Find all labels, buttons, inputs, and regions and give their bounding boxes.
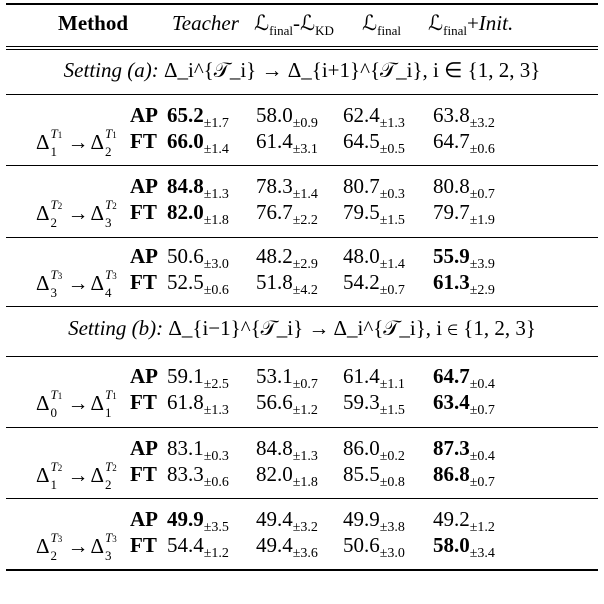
result-cell [167, 535, 229, 561]
result-cell [343, 105, 405, 131]
task-superscript [105, 198, 117, 211]
metric-label: FT [130, 390, 157, 414]
task-symbol: T [50, 197, 58, 212]
stage-subscript: 3 [50, 285, 57, 300]
mean-value: 83.1 [167, 436, 204, 460]
sub-superscript [49, 459, 65, 492]
result-cell [343, 202, 405, 228]
std-value: ±1.3 [292, 449, 318, 464]
task-superscript [50, 388, 62, 401]
mean-value: 49.9 [167, 507, 204, 531]
stage-subscript: 2 [50, 548, 57, 563]
result-cell [167, 272, 229, 298]
result-cell [433, 246, 495, 272]
task-symbol: T [105, 126, 113, 141]
stage-subscript: 2 [105, 477, 112, 492]
task-superscript [50, 531, 62, 544]
mean-value: 64.7 [433, 129, 470, 153]
arrow-icon: → [67, 201, 89, 225]
mean-value: 49.9 [343, 507, 380, 531]
task-symbol: T [105, 197, 113, 212]
std-value: ±1.8 [203, 213, 229, 228]
std-value: ±3.0 [379, 546, 405, 561]
mean-value: 54.4 [167, 533, 204, 557]
result-cell [167, 392, 229, 418]
std-value: ±2.9 [469, 283, 495, 298]
delta-symbol: Δ [90, 130, 104, 154]
std-value: ±3.0 [203, 257, 229, 272]
loss-symbol: ℒ [428, 11, 444, 35]
mean-value: 87.3 [433, 436, 470, 460]
std-value: ±1.4 [379, 257, 405, 272]
task-superscript [105, 268, 117, 281]
loss-subscript: KD [315, 23, 334, 38]
transition-label [35, 126, 120, 159]
result-cell [167, 105, 229, 131]
mean-value: 54.2 [343, 270, 380, 294]
std-value: ±0.6 [203, 283, 229, 298]
std-value: ±3.2 [469, 116, 495, 131]
std-value: ±3.2 [292, 520, 318, 535]
delta-symbol: Δ [90, 271, 104, 295]
mean-value: 82.0 [256, 462, 293, 486]
loss-symbol: ℒ [299, 11, 316, 35]
header-final-minus-kd [254, 13, 334, 37]
arrow-icon: → [67, 463, 89, 487]
metric-label: FT [130, 200, 157, 224]
std-value: ±1.4 [292, 187, 318, 202]
header-rule [6, 46, 598, 47]
std-value: ±0.2 [379, 449, 405, 464]
mean-value: 79.7 [433, 200, 470, 224]
mean-value: 49.4 [256, 507, 293, 531]
sub-superscript [49, 530, 65, 563]
delta-symbol: Δ [35, 534, 50, 558]
task-index: 3 [112, 271, 117, 281]
std-value: ±3.6 [292, 546, 318, 561]
sub-superscript [104, 530, 120, 563]
loss-symbol: ℒ [254, 11, 270, 35]
mean-value: 80.7 [343, 174, 380, 198]
stage-subscript: 1 [50, 144, 57, 159]
mean-value: 49.4 [256, 533, 293, 557]
std-value: ±1.3 [203, 187, 229, 202]
mean-value: 80.8 [433, 174, 470, 198]
mean-value: 50.6 [343, 533, 380, 557]
std-value: ±3.4 [469, 546, 495, 561]
std-value: ±1.4 [203, 142, 229, 157]
std-value: ±0.9 [292, 116, 318, 131]
mean-value: 64.5 [343, 129, 380, 153]
mean-value: 62.4 [343, 103, 380, 127]
std-value: ±2.5 [203, 377, 229, 392]
setting-label: Setting (b): [68, 316, 169, 340]
sub-superscript [49, 387, 65, 420]
sub-superscript [104, 126, 120, 159]
task-superscript [50, 127, 62, 140]
result-cell [167, 438, 229, 464]
setting-rule [6, 94, 598, 95]
arrow-icon: → [67, 130, 89, 154]
loss-subscript: final [443, 23, 467, 38]
loss-symbol: ℒ [362, 11, 378, 35]
sub-superscript [104, 197, 120, 230]
metric-label: FT [130, 533, 157, 557]
std-value: ±0.7 [469, 403, 495, 418]
task-index: 2 [57, 463, 63, 473]
mean-value: 84.8 [256, 436, 293, 460]
task-symbol: T [50, 459, 58, 474]
group-rule [6, 306, 598, 307]
mean-value: 86.8 [433, 462, 470, 486]
setting-caption [0, 318, 604, 339]
std-value: ±0.6 [203, 475, 229, 490]
std-value: ±1.3 [379, 116, 405, 131]
task-index: 3 [112, 534, 117, 544]
std-value: ±1.2 [292, 403, 318, 418]
task-symbol: T [50, 267, 58, 282]
mean-value: 63.4 [433, 390, 470, 414]
sub-superscript [49, 267, 65, 300]
std-value: ±3.8 [379, 520, 405, 535]
bottom-rule [6, 569, 598, 571]
mean-value: 51.8 [256, 270, 293, 294]
result-cell [256, 246, 318, 272]
mean-value: 85.5 [343, 462, 380, 486]
mean-value: 63.8 [433, 103, 470, 127]
stage-subscript: 2 [50, 215, 57, 230]
result-cell [343, 366, 405, 392]
std-value: ±0.4 [469, 449, 495, 464]
delta-symbol: Δ [35, 130, 50, 154]
std-value: ±2.2 [292, 213, 318, 228]
result-cell [256, 272, 318, 298]
std-value: ±0.6 [469, 142, 495, 157]
top-rule [6, 3, 598, 5]
std-value: ±3.5 [203, 520, 229, 535]
mean-value: 61.4 [256, 129, 293, 153]
group-rule [6, 165, 598, 166]
task-symbol: T [50, 387, 58, 402]
std-value: ±1.2 [469, 520, 495, 535]
std-value: ±0.7 [379, 283, 405, 298]
result-cell [167, 202, 229, 228]
result-cell [167, 509, 229, 535]
loss-subscript: final [269, 23, 293, 38]
header-method: Method [58, 11, 128, 35]
result-cell [167, 246, 229, 272]
mean-value: 78.3 [256, 174, 293, 198]
header-rule [6, 49, 598, 50]
result-cell [256, 176, 318, 202]
task-index: 1 [112, 391, 117, 401]
task-index: 2 [112, 463, 117, 473]
metric-label: AP [130, 364, 158, 388]
mean-value: 84.8 [167, 174, 204, 198]
task-symbol: T [105, 267, 113, 282]
stage-subscript: 2 [105, 144, 112, 159]
transition-label [35, 387, 120, 420]
mean-value: 48.0 [343, 244, 380, 268]
task-superscript [105, 127, 117, 140]
sub-superscript [104, 267, 120, 300]
metric-label: FT [130, 129, 157, 153]
setting-caption [0, 60, 604, 81]
result-cell [256, 105, 318, 131]
result-cell [167, 176, 229, 202]
task-index: 1 [112, 130, 117, 140]
result-cell [433, 392, 495, 418]
metric-label: FT [130, 270, 157, 294]
setting-formula: Δ_{i−1}^{𝒯_i} → Δ_i^{𝒯_i}, i ∈ {1, 2, 3} [168, 316, 536, 340]
loss-subscript: final [377, 23, 401, 38]
mean-value: 61.8 [167, 390, 204, 414]
result-cell [343, 509, 405, 535]
std-value: ±2.9 [292, 257, 318, 272]
std-value: ±1.1 [379, 377, 405, 392]
std-value: ±1.7 [203, 116, 229, 131]
mean-value: 65.2 [167, 103, 204, 127]
mean-value: 66.0 [167, 129, 204, 153]
task-index: 3 [57, 271, 63, 281]
mean-value: 59.3 [343, 390, 380, 414]
std-value: ±1.2 [203, 546, 229, 561]
std-value: ±3.1 [292, 142, 318, 157]
result-cell [343, 246, 405, 272]
result-cell [343, 131, 405, 157]
stage-subscript: 0 [50, 405, 57, 420]
std-value: ±1.5 [379, 213, 405, 228]
task-symbol: T [105, 530, 113, 545]
std-value: ±0.3 [203, 449, 229, 464]
mean-value: 86.0 [343, 436, 380, 460]
init-label: Init. [478, 11, 514, 35]
std-value: ±0.7 [292, 377, 318, 392]
std-value: ±1.9 [469, 213, 495, 228]
task-index: 1 [57, 391, 63, 401]
delta-symbol: Δ [90, 534, 104, 558]
mean-value: 82.0 [167, 200, 204, 224]
mean-value: 56.6 [256, 390, 293, 414]
transition-label [35, 530, 120, 563]
mean-value: 49.2 [433, 507, 470, 531]
delta-symbol: Δ [90, 463, 104, 487]
result-cell [433, 131, 495, 157]
result-cell [433, 438, 495, 464]
transition-label [35, 267, 120, 300]
result-cell [256, 509, 318, 535]
result-cell [343, 392, 405, 418]
mean-value: 58.0 [433, 533, 470, 557]
transition-label [35, 197, 120, 230]
header-final-init [428, 13, 513, 37]
mean-value: 50.6 [167, 244, 204, 268]
result-cell [167, 464, 229, 490]
mean-value: 53.1 [256, 364, 293, 388]
result-cell [256, 131, 318, 157]
task-symbol: T [50, 530, 58, 545]
task-index: 1 [57, 130, 63, 140]
result-cell [256, 464, 318, 490]
mean-value: 61.3 [433, 270, 470, 294]
delta-symbol: Δ [90, 391, 104, 415]
mean-value: 61.4 [343, 364, 380, 388]
mean-value: 59.1 [167, 364, 204, 388]
sub-superscript [104, 459, 120, 492]
stage-subscript: 3 [105, 548, 112, 563]
sub-superscript [49, 126, 65, 159]
result-cell [433, 509, 495, 535]
result-cell [433, 366, 495, 392]
group-rule [6, 237, 598, 238]
result-cell [343, 176, 405, 202]
group-rule [6, 498, 598, 499]
result-cell [433, 464, 495, 490]
group-rule [6, 427, 598, 428]
arrow-icon: → [67, 271, 89, 295]
std-value: ±0.5 [379, 142, 405, 157]
task-superscript [50, 198, 62, 211]
mean-value: 48.2 [256, 244, 293, 268]
delta-symbol: Δ [35, 391, 50, 415]
result-cell [343, 438, 405, 464]
result-cell [256, 202, 318, 228]
metric-label: AP [130, 244, 158, 268]
plus: + [466, 11, 479, 35]
task-symbol: T [105, 459, 113, 474]
std-value: ±0.7 [469, 475, 495, 490]
task-index: 3 [57, 534, 63, 544]
delta-symbol: Δ [35, 201, 50, 225]
setting-rule [6, 356, 598, 357]
header-teacher: Teacher [172, 11, 239, 35]
result-cell [167, 131, 229, 157]
std-value: ±0.4 [469, 377, 495, 392]
result-cell [433, 535, 495, 561]
stage-subscript: 1 [105, 405, 112, 420]
header-final [362, 13, 401, 37]
delta-symbol: Δ [35, 271, 50, 295]
stage-subscript: 1 [50, 477, 57, 492]
metric-label: AP [130, 507, 158, 531]
std-value: ±3.9 [469, 257, 495, 272]
result-cell [433, 105, 495, 131]
std-value: ±4.2 [292, 283, 318, 298]
arrow-icon: → [67, 534, 89, 558]
std-value: ±1.8 [292, 475, 318, 490]
stage-subscript: 3 [105, 215, 112, 230]
mean-value: 58.0 [256, 103, 293, 127]
std-value: ±0.7 [469, 187, 495, 202]
result-cell [343, 272, 405, 298]
metric-label: AP [130, 436, 158, 460]
result-cell [433, 272, 495, 298]
std-value: ±1.5 [379, 403, 405, 418]
mean-value: 55.9 [433, 244, 470, 268]
result-cell [343, 535, 405, 561]
result-cell [433, 176, 495, 202]
dash: - [292, 11, 300, 35]
std-value: ±1.3 [203, 403, 229, 418]
metric-label: AP [130, 103, 158, 127]
delta-symbol: Δ [35, 463, 50, 487]
metric-label: AP [130, 174, 158, 198]
task-symbol: T [50, 126, 58, 141]
delta-symbol: Δ [90, 201, 104, 225]
std-value: ±0.8 [379, 475, 405, 490]
result-cell [343, 464, 405, 490]
metric-label: FT [130, 462, 157, 486]
task-superscript [105, 460, 117, 473]
transition-label [35, 459, 120, 492]
result-cell [256, 392, 318, 418]
task-symbol: T [105, 387, 113, 402]
result-cell [256, 438, 318, 464]
sub-superscript [104, 387, 120, 420]
result-cell [256, 366, 318, 392]
setting-formula: Δ_i^{𝒯_i} → Δ_{i+1}^{𝒯_i}, i ∈ {1, 2, 3} [163, 58, 541, 82]
mean-value: 52.5 [167, 270, 204, 294]
task-index: 2 [112, 201, 117, 211]
task-index: 2 [57, 201, 63, 211]
setting-label: Setting (a): [63, 58, 164, 82]
mean-value: 79.5 [343, 200, 380, 224]
result-cell [167, 366, 229, 392]
mean-value: 76.7 [256, 200, 293, 224]
task-superscript [105, 388, 117, 401]
mean-value: 64.7 [433, 364, 470, 388]
stage-subscript: 4 [105, 285, 112, 300]
result-cell [256, 535, 318, 561]
arrow-icon: → [67, 391, 89, 415]
sub-superscript [49, 197, 65, 230]
task-superscript [50, 268, 62, 281]
task-superscript [105, 531, 117, 544]
result-cell [433, 202, 495, 228]
std-value: ±0.3 [379, 187, 405, 202]
mean-value: 83.3 [167, 462, 204, 486]
task-superscript [50, 460, 62, 473]
